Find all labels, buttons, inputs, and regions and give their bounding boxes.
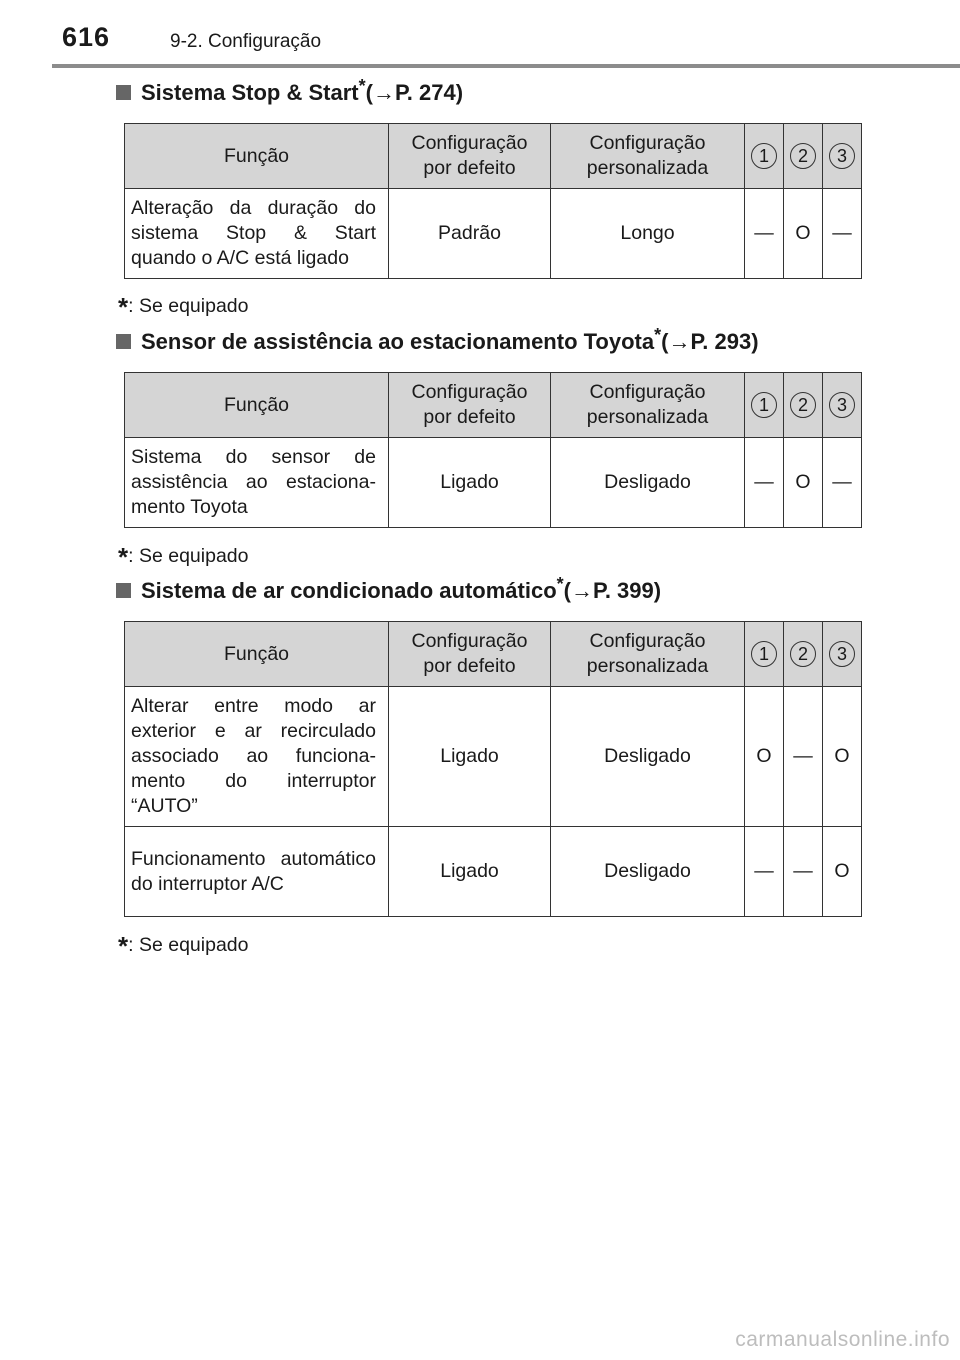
table-row bbox=[125, 827, 862, 917]
settings-table-parking-sensor bbox=[124, 372, 862, 528]
header-custom: Configuração personalizada bbox=[551, 622, 745, 687]
page-reference-link[interactable]: (→P. 293) bbox=[661, 329, 759, 354]
section-title-parking-sensor: Sensor de assistência ao estacionamento Toyota * (→P. 293) bbox=[116, 329, 759, 355]
cell-2: O bbox=[784, 189, 823, 279]
header-function: Função bbox=[125, 124, 389, 189]
table-row bbox=[125, 189, 862, 279]
cell-default: Ligado bbox=[389, 827, 551, 917]
cell-custom: Desligado bbox=[551, 687, 745, 827]
header-custom: Configuração personalizada bbox=[551, 373, 745, 438]
header-1 bbox=[745, 124, 784, 189]
cell-custom: Desligado bbox=[551, 438, 745, 528]
cell-custom: Desligado bbox=[551, 827, 745, 917]
header-1 bbox=[745, 622, 784, 687]
cell-function: Alterar entre modo ar exterior e ar recirculado associado ao funciona-mento do interruptor “AUTO” bbox=[125, 687, 389, 827]
footnote: *: Se equipado bbox=[118, 292, 249, 322]
header-2 bbox=[784, 124, 823, 189]
settings-table-auto-ac bbox=[124, 621, 862, 917]
cell-1: — bbox=[745, 189, 784, 279]
cell-2: O bbox=[784, 438, 823, 528]
cell-1: O bbox=[745, 687, 784, 827]
cell-function: Alteração da duração do sistema Stop & Start quando o A/C está ligado bbox=[125, 189, 389, 279]
section-title-text: Sistema de ar condicionado automático bbox=[141, 578, 557, 603]
table-row bbox=[125, 438, 862, 528]
number-3-icon: 3 bbox=[829, 392, 855, 418]
header-default: Configuração por defeito bbox=[389, 622, 551, 687]
header-2 bbox=[784, 622, 823, 687]
cell-3: — bbox=[823, 438, 862, 528]
table-row bbox=[125, 687, 862, 827]
chapter-title: 9-2. Configuração bbox=[170, 31, 322, 52]
cell-3: O bbox=[823, 687, 862, 827]
bullet-square-icon bbox=[116, 334, 131, 349]
cell-3: — bbox=[823, 189, 862, 279]
header-default: Configuração por defeito bbox=[389, 124, 551, 189]
footnote: *: Se equipado bbox=[118, 931, 249, 961]
header-3 bbox=[823, 622, 862, 687]
section-title-auto-ac: Sistema de ar condicionado automático * (→P. 399) bbox=[116, 578, 661, 604]
cell-default: Padrão bbox=[389, 189, 551, 279]
bullet-square-icon bbox=[116, 583, 131, 598]
footnote: *: Se equipado bbox=[118, 542, 249, 572]
number-2-icon: 2 bbox=[790, 143, 816, 169]
number-3-icon: 3 bbox=[829, 143, 855, 169]
number-2-icon: 2 bbox=[790, 392, 816, 418]
cell-1: — bbox=[745, 438, 784, 528]
section-title-stop-start: Sistema Stop & Start * (→P. 274) bbox=[116, 80, 463, 106]
header-custom: Configuração personalizada bbox=[551, 124, 745, 189]
header-2 bbox=[784, 373, 823, 438]
cell-default: Ligado bbox=[389, 687, 551, 827]
page-number: 616 bbox=[62, 22, 111, 52]
cell-2: — bbox=[784, 827, 823, 917]
cell-default: Ligado bbox=[389, 438, 551, 528]
page-reference-link[interactable]: (→P. 274) bbox=[365, 80, 464, 105]
settings-table-stop-start bbox=[124, 123, 862, 279]
header-3 bbox=[823, 373, 862, 438]
cell-1: — bbox=[745, 827, 784, 917]
header-3 bbox=[823, 124, 862, 189]
section-title-text: Sistema Stop & Start bbox=[141, 80, 359, 105]
cell-2: — bbox=[784, 687, 823, 827]
number-1-icon: 1 bbox=[751, 392, 777, 418]
header-1 bbox=[745, 373, 784, 438]
cell-function: Sistema do sensor de assistência ao estaciona-mento Toyota bbox=[125, 438, 389, 528]
cell-3: O bbox=[823, 827, 862, 917]
watermark: carmanualsonline.info bbox=[735, 1328, 950, 1351]
cell-function: Funcionamento automático do interruptor A/C bbox=[125, 827, 389, 917]
section-title-text: Sensor de assistência ao estacionamento Toyota bbox=[141, 329, 655, 354]
header-default: Configuração por defeito bbox=[389, 373, 551, 438]
header-rule bbox=[52, 64, 960, 68]
cell-custom: Longo bbox=[551, 189, 745, 279]
number-2-icon: 2 bbox=[790, 641, 816, 667]
number-1-icon: 1 bbox=[751, 143, 777, 169]
header-function: Função bbox=[125, 622, 389, 687]
header-function: Função bbox=[125, 373, 389, 438]
number-3-icon: 3 bbox=[829, 641, 855, 667]
number-1-icon: 1 bbox=[751, 641, 777, 667]
page-reference-link[interactable]: (→P. 399) bbox=[563, 578, 662, 603]
bullet-square-icon bbox=[116, 85, 131, 100]
